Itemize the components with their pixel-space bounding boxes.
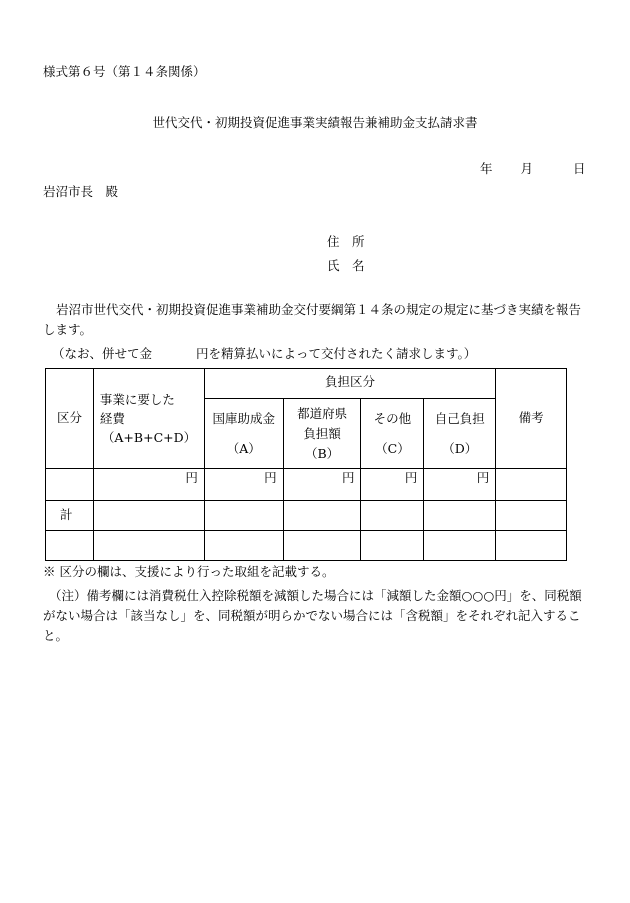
request-line	[52, 345, 476, 364]
burden-a-cell[interactable]: 円	[204, 469, 283, 501]
extra-category-cell[interactable]	[46, 531, 94, 561]
header-burden-b-code: （B）	[304, 445, 340, 461]
header-expense-line3: （A+B+C+D）	[101, 430, 197, 445]
extra-burden-b-cell[interactable]	[283, 531, 361, 561]
total-burden-c-cell[interactable]	[361, 501, 424, 531]
category-cell[interactable]	[46, 469, 94, 501]
header-category: 区分	[46, 369, 94, 469]
budget-table	[45, 368, 567, 561]
note-category: ※ 区分の欄は、支援により行った取組を記載する。	[43, 564, 335, 579]
total-burden-a-cell[interactable]	[204, 501, 283, 531]
date-month: 月	[520, 161, 534, 176]
header-burden-c-label: その他	[373, 410, 412, 426]
header-burden: 負担区分	[204, 369, 495, 399]
body-text: 岩沼市世代交代・初期投資促進事業補助金交付要綱第１４条の規定の規定に基づき実績を報告します。	[43, 302, 582, 337]
date-year: 年	[480, 161, 493, 176]
request-prefix: （なお、併せて金	[52, 346, 153, 361]
header-burden-c	[361, 399, 424, 469]
extra-burden-c-cell[interactable]	[361, 531, 424, 561]
name-label: 氏 名	[327, 258, 365, 273]
table-row	[46, 469, 567, 501]
extra-burden-a-cell[interactable]	[204, 531, 283, 561]
header-remarks: 備考	[496, 369, 567, 469]
request-suffix: 円を精算払いによって交付されたく請求します。）	[196, 346, 477, 361]
table-row	[46, 531, 567, 561]
burden-c-cell[interactable]: 円	[361, 469, 424, 501]
header-burden-a-label: 国庫助成金	[212, 410, 276, 426]
total-label: 計	[46, 501, 94, 531]
header-burden-d-label: 自己負担	[434, 410, 485, 426]
date-line	[480, 160, 586, 179]
header-burden-b	[283, 399, 361, 469]
address-label: 住 所	[327, 234, 365, 249]
header-burden-b-label1: 都道府県	[297, 405, 348, 421]
remarks-cell[interactable]	[496, 469, 567, 501]
header-expense-line2: 経費	[99, 411, 125, 426]
form-number: 様式第６号（第１４条関係）	[43, 64, 206, 79]
burden-d-cell[interactable]: 円	[424, 469, 496, 501]
extra-burden-d-cell[interactable]	[424, 531, 496, 561]
header-burden-d-code: （D）	[442, 440, 478, 456]
date-day: 日	[573, 161, 586, 176]
extra-expense-cell[interactable]	[93, 531, 204, 561]
header-burden-d	[424, 399, 496, 469]
extra-remarks-cell[interactable]	[496, 531, 567, 561]
header-burden-a	[204, 399, 283, 469]
header-burden-b-label2: 負担額	[303, 425, 341, 441]
addressee: 岩沼市長 殿	[43, 184, 119, 199]
header-burden-a-code: （A）	[226, 440, 261, 456]
note-remarks: （注）備考欄には消費税仕入控除税額を減額した場合には「減額した金額○○○円」を、同税額がない場合は「該当なし」を、同税額が明らかでない場合には「含税額」をそれぞれ記入すること。	[43, 588, 582, 643]
header-burden-c-code: （C）	[375, 440, 410, 456]
total-burden-d-cell[interactable]	[424, 501, 496, 531]
burden-b-cell[interactable]: 円	[283, 469, 361, 501]
document-title: 世代交代・初期投資促進事業実績報告兼補助金支払請求書	[152, 115, 478, 130]
total-expense-cell[interactable]	[93, 501, 204, 531]
header-expense-line1: 事業に要した	[99, 392, 175, 407]
expense-cell[interactable]: 円	[93, 469, 204, 501]
total-burden-b-cell[interactable]	[283, 501, 361, 531]
total-row	[46, 501, 567, 531]
total-remarks-cell[interactable]	[496, 501, 567, 531]
header-expense	[93, 369, 204, 469]
